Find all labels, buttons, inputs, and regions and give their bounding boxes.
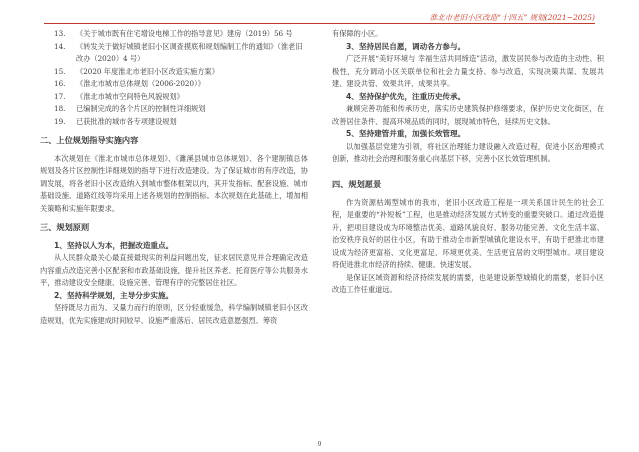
reference-item: [40, 91, 308, 104]
vision-paragraph-2: 是保证区域资源和经济持续发展的需要，也是建设新型城镇化的需要，老旧小区改造工作任重道远。: [332, 272, 604, 294]
continued-text: 有保障的小区。: [332, 29, 383, 38]
reference-number: 15.: [54, 66, 66, 76]
principle-5-text: 以加强基层党建为引领，将社区治理能力建设融入改造过程，促进小区治理模式创新，推动社会治理和服务重心向基层下移，完善小区长效管理机制。: [332, 141, 604, 163]
vision-paragraph-1: 作为资源枯竭型城市的我市，老旧小区改造工程是一项关系国计民生的社会工程，是重要的“补短板”工程，也是推动经济发展方式转变的重要突破口。通过改造提升，把项目建设成为环境整洁优美、道路风貌良好、服务功能完善、文化生活丰富、治安秩序良好的居住小区，有助于推动全市新型城镇化建设水平，有助于把淮北市建设成为经济更富裕、文化更富足、环境更优美、生活更宜居的文明型城市。项目建设将促进淮北市经济的持续、健康、快速发展。: [332, 197, 604, 269]
reference-text: 《2020 年度淮北市老旧小区改造实施方案》: [76, 66, 219, 76]
header-rule: [44, 23, 595, 24]
reference-text: 已编制完成的各个片区的控制性详细规划: [76, 104, 206, 113]
reference-item: [40, 103, 308, 116]
section-heading-2: 二、上位规划指导实施内容: [40, 135, 139, 145]
principle-1-text: 从人民群众最关心最直接最现实的利益问题出发，征求居民意见并合理确定改造内容重点改造完善小区配套和市政基础设施，提升社区养老、托育医疗等公共服务水平，推动建设安全健康、设施完善、管理有序的完整居住社区。: [40, 253, 308, 287]
reference-text: 《淮北市城市空间特色风貌规划》: [76, 91, 184, 101]
running-header: 淮北市老旧小区改造“十四五” 规划(2021~2025): [429, 13, 595, 22]
section-heading-4: 四、规划愿景: [332, 179, 382, 189]
section2-paragraph: 本次规划在《淮北市城市总体规划》、《濉溪县城市总体规划》、各个建制镇总体规划及各片区控制性详细规划的指导下进行改造建设。为了保证城市的有序改造，协调发展，将各老旧小区改造纳入到城市整体框架以内，其开发指标、配套设施、城市基础设施、道路红线等均采用上述各规划的控制指标。本次规划在此基础上，增加相关策略和实施年限要求。: [40, 153, 308, 213]
principle-2-text: 坚持既尽力而为、又量力而行的原则，区分轻重缓急，科学编制城镇老旧小区改造规划，优先实施建成时间较早、设施严重落后、居民改造意愿强烈、筹资: [40, 303, 308, 325]
principle-3-text: 广泛开展“美好环境与 幸福生活共同缔造”活动，激发居民参与改造的主动性、积极性，充分调动小区关联单位和社会力量支持、参与改造，实现决策共谋、发展共建、建设共管、效果共评、成果共享。: [332, 54, 604, 88]
principle-5-title: 5、坚持建管并重，加强长效管理。: [346, 129, 466, 138]
reference-number: 13.: [54, 29, 66, 38]
reference-list: [40, 28, 308, 128]
principle-1-title: 1、坚持以人为本，把握改造重点。: [54, 240, 174, 250]
reference-number: 14.: [54, 41, 66, 51]
reference-text: 《淮北市城市总体规划（2006-2020）》: [76, 79, 205, 88]
section-heading-3: 三、规划原则: [40, 222, 90, 232]
reference-item: [40, 41, 308, 66]
reference-text: 《转发关于做好城镇老旧小区调查摸底和规划编制工作的通知》（淮老旧改办（2020）4 号）: [76, 41, 303, 63]
reference-number: 16.: [54, 79, 66, 88]
principle-3-title: 3、坚持居民自愿，调动各方参与。: [346, 41, 466, 51]
reference-item: [40, 78, 308, 91]
reference-number: 18.: [54, 104, 66, 113]
principle-4-title: 4、坚持保护优先，注重历史传承。: [346, 91, 466, 101]
left-column: [40, 28, 308, 327]
right-column: [332, 28, 604, 297]
principle-4-text: 兼顾完善功能和传承历史，落实历史建筑保护修缮要求，保护历史文化街区，在改善居住条件、提高环境品质的同时，展现城市特色，延续历史文脉。: [332, 104, 604, 126]
reference-item: [40, 28, 308, 41]
principle-2-title: 2、坚持科学规划，主导分步实施。: [54, 290, 174, 300]
reference-text: 《关于城市既有住宅增设电梯工作的指导意见》建房（2019）56 号: [76, 29, 293, 38]
page-number: 9: [317, 441, 322, 448]
reference-number: 19.: [54, 116, 66, 126]
reference-number: 17.: [54, 91, 66, 101]
reference-text: 已获批准的城市各专项建设规划: [76, 116, 177, 126]
reference-item: [40, 116, 308, 129]
reference-item: [40, 66, 308, 79]
